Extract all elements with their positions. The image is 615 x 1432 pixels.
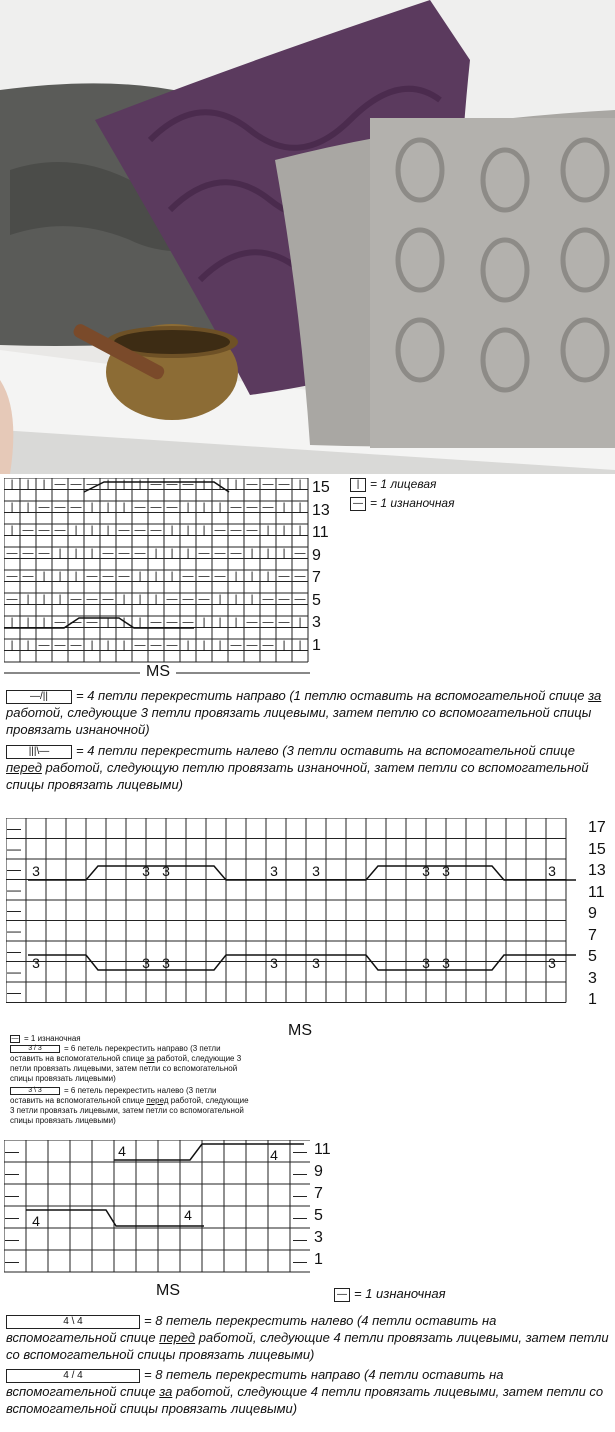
cross-left-8-symbol-icon: 4 \ 4 [6, 1315, 140, 1329]
stitch-symbol: — [5, 1253, 19, 1269]
knit-symbol-icon: | [350, 478, 366, 492]
stitch-symbol: | [10, 639, 14, 652]
stitch-symbol: — [166, 478, 178, 491]
stitch-symbol: — [182, 570, 194, 583]
row-number: 15 [312, 479, 330, 496]
stitch-symbol: — [7, 922, 21, 939]
stitch-symbol: — [214, 524, 226, 537]
stitch-symbol: | [170, 570, 174, 583]
stitch-symbol: — [166, 501, 178, 514]
stitch-symbol: | [26, 593, 30, 606]
stitch-symbol: | [26, 616, 30, 629]
stitch-symbol: | [42, 616, 46, 629]
stitch-symbol: — [86, 616, 98, 629]
cross-left-6-symbol-icon: 3 \ 3 [10, 1087, 60, 1095]
stitch-symbol: — [150, 501, 162, 514]
stitch-symbol: | [58, 570, 62, 583]
stitch-symbol: | [122, 616, 126, 629]
row-number: 13 [312, 501, 330, 519]
stitch-symbol: 3 [442, 863, 450, 879]
stitch-symbol: 3 [422, 955, 430, 971]
stitch-symbol: — [102, 570, 114, 583]
stitch-symbol: 3 [312, 955, 320, 971]
stitch-symbol: — [7, 861, 21, 877]
stitch-symbol: | [154, 570, 158, 583]
stitch-symbol: — [230, 639, 242, 652]
stitch-symbol: | [106, 639, 110, 652]
cross-right-8-symbol-icon: 4 / 4 [6, 1369, 140, 1383]
stitch-symbol: | [58, 593, 62, 606]
stitch-symbol: — [38, 639, 50, 652]
stitch-symbol: — [70, 478, 82, 491]
row-number: 17 [588, 819, 606, 836]
stitch-symbol: — [7, 963, 21, 980]
stitch-symbol: — [134, 524, 146, 537]
chart-3-grid [4, 1140, 310, 1274]
stitch-symbol: | [26, 478, 30, 491]
stitch-symbol: — [150, 639, 162, 652]
stitch-symbol: — [134, 547, 146, 560]
stitch-symbol: 3 [548, 863, 556, 879]
stitch-symbol: | [298, 524, 302, 537]
stitch-symbol: 3 [142, 863, 150, 879]
stitch-symbol: — [22, 524, 34, 537]
stitch-symbol: | [138, 616, 142, 629]
stitch-symbol: — [54, 616, 66, 629]
stitch-symbol: | [266, 570, 270, 583]
cross-left-4-symbol-icon: |||\— [6, 745, 72, 759]
stitch-symbol: | [282, 547, 286, 560]
stitch-symbol: | [218, 616, 222, 629]
row-number: 9 [314, 1163, 323, 1180]
stitch-symbol: | [202, 639, 206, 652]
stitch-symbol: — [198, 547, 210, 560]
row-number: 3 [588, 969, 597, 987]
stitch-symbol: | [154, 547, 158, 560]
stitch-symbol: — [118, 547, 130, 560]
stitch-symbol: | [90, 524, 94, 537]
stitch-symbol: | [90, 547, 94, 560]
stitch-symbol: — [6, 593, 18, 606]
chart-3-ms-label: MS [150, 1282, 186, 1300]
stitch-symbol: | [282, 639, 286, 652]
row-number: 11 [314, 1141, 331, 1158]
stitch-symbol: — [182, 593, 194, 606]
stitch-symbol: | [250, 570, 254, 583]
stitch-symbol: — [22, 570, 34, 583]
stitch-symbol: — [230, 524, 242, 537]
row-number: 3 [312, 614, 321, 631]
stitch-symbol: | [170, 547, 174, 560]
stitch-symbol: | [106, 478, 110, 491]
chart-2-legend: — = 1 изнаночная [11, 1034, 81, 1043]
stitch-symbol: — [262, 593, 274, 606]
row-number: 7 [314, 1185, 323, 1202]
stitch-symbol: | [234, 593, 238, 606]
stitch-symbol: — [134, 501, 146, 514]
stitch-symbol: | [218, 639, 222, 652]
stitch-symbol: | [186, 547, 190, 560]
cross-right-4-symbol-icon: —/|| [6, 690, 72, 704]
stitch-symbol: — [118, 524, 130, 537]
row-number: 9 [312, 546, 321, 564]
stitch-symbol: 3 [548, 955, 556, 971]
stitch-symbol: — [86, 593, 98, 606]
stitch-symbol: — [278, 570, 290, 583]
stitch-symbol: — [6, 547, 18, 560]
stitch-symbol: — [70, 501, 82, 514]
row-number: 5 [314, 1207, 323, 1224]
stitch-symbol: | [10, 616, 14, 629]
stitch-symbol: | [42, 478, 46, 491]
stitch-symbol: — [293, 1187, 307, 1203]
stitch-symbol: 3 [32, 955, 40, 971]
stitch-symbol: — [262, 501, 274, 514]
stitch-symbol: — [246, 639, 258, 652]
stitch-symbol: — [246, 524, 258, 537]
chart-1-note-left-cross: |||\— = 4 петли перекрестить налево (3 петли оставить на вспомогательной спице перед работой, следующую петлю провязать изнаночной, затем петли со вспомогательной спицы провязать лицевыми) [6, 743, 589, 792]
stitch-symbol: | [298, 639, 302, 652]
stitch-symbol: — [22, 547, 34, 560]
chart-2-note-left-cross: 3 \ 3 = 6 петель перекрестить налево (3 петли оставить на вспомогательной спице перед работой, следующие 3 петли провязать лицевыми, затем петли со вспомогательной спицы провязать лицевыми) [10, 1086, 249, 1125]
stitch-symbol: 4 [184, 1207, 192, 1223]
stitch-symbol: — [278, 478, 290, 491]
stitch-symbol: — [214, 547, 226, 560]
row-number: 15 [588, 840, 606, 858]
stitch-symbol: 3 [162, 863, 170, 879]
stitch-symbol: — [6, 570, 18, 583]
stitch-symbol: — [293, 1253, 307, 1269]
stitch-symbol: — [166, 593, 178, 606]
stitch-symbol: — [294, 593, 306, 606]
stitch-symbol: — [118, 570, 130, 583]
stitch-symbol: | [282, 501, 286, 514]
stitch-symbol: | [26, 501, 30, 514]
chart-1-legend-purl: — = 1 изнаночная [350, 496, 455, 511]
stitch-symbol: — [293, 1165, 307, 1181]
stitch-symbol: — [7, 902, 21, 918]
stitch-symbol: | [10, 478, 14, 491]
row-number: 5 [312, 591, 321, 609]
stitch-symbol: — [262, 616, 274, 629]
purl-symbol-icon: — [334, 1288, 350, 1302]
stitch-symbol: | [74, 570, 78, 583]
stitch-symbol: — [70, 616, 82, 629]
stitch-symbol: — [230, 547, 242, 560]
purl-symbol-icon: — [11, 1034, 19, 1042]
row-number: 13 [588, 862, 606, 879]
stitch-symbol: — [293, 1209, 307, 1225]
stitch-symbol: | [186, 639, 190, 652]
stitch-symbol: | [42, 593, 46, 606]
row-number: 11 [588, 883, 605, 901]
stitch-symbol: | [266, 524, 270, 537]
stitch-symbol: | [74, 524, 78, 537]
stitch-symbol: — [134, 639, 146, 652]
stitch-symbol: — [86, 478, 98, 491]
stitch-symbol: | [122, 501, 126, 514]
stitch-symbol: — [198, 593, 210, 606]
stitch-symbol: — [230, 501, 242, 514]
stitch-symbol: | [106, 524, 110, 537]
stitch-symbol: — [7, 984, 21, 1000]
stitch-symbol: — [70, 593, 82, 606]
stitch-symbol: — [38, 547, 50, 560]
row-number: 7 [312, 569, 321, 586]
stitch-symbol: 3 [422, 863, 430, 879]
cushions-photo [0, 0, 615, 474]
stitch-symbol: — [294, 570, 306, 583]
stitch-symbol: | [250, 593, 254, 606]
stitch-symbol: — [278, 593, 290, 606]
stitch-symbol: 4 [32, 1213, 40, 1229]
stitch-symbol: — [5, 1143, 19, 1159]
cross-right-6-symbol-icon: 3 / 3 [10, 1045, 60, 1053]
stitch-symbol: | [202, 501, 206, 514]
stitch-symbol: — [246, 616, 258, 629]
row-number: 5 [588, 948, 597, 965]
stitch-symbol: | [186, 501, 190, 514]
stitch-symbol: | [170, 524, 174, 537]
stitch-symbol: | [58, 547, 62, 560]
stitch-symbol: — [5, 1209, 19, 1225]
stitch-symbol: — [5, 1187, 19, 1203]
stitch-symbol: | [10, 524, 14, 537]
stitch-symbol: — [70, 639, 82, 652]
cable-line [28, 866, 576, 880]
stitch-symbol: — [182, 616, 194, 629]
row-number: 9 [588, 905, 597, 922]
stitch-symbol: | [122, 593, 126, 606]
stitch-symbol: — [294, 547, 306, 560]
chart-3-note-right-cross: 4 / 4 = 8 петель перекрестить направо (4 петли оставить на вспомогательной спице за работой, следующие 4 петли провязать лицевыми, затем петли со вспомогательной спицы провязать лицевыми) [6, 1367, 604, 1416]
stitch-symbol: — [102, 593, 114, 606]
chart-2-ms-label: MS [282, 1022, 318, 1040]
stitch-symbol: | [202, 616, 206, 629]
stitch-symbol: — [5, 1231, 19, 1247]
stitch-symbol: — [166, 639, 178, 652]
stitch-symbol: | [234, 478, 238, 491]
stitch-symbol: — [5, 1165, 19, 1181]
stitch-symbol: — [150, 524, 162, 537]
stitch-symbol: — [54, 524, 66, 537]
stitch-symbol: | [298, 501, 302, 514]
stitch-symbol: — [150, 478, 162, 491]
stitch-symbol: | [218, 593, 222, 606]
purl-symbol-icon: — [350, 497, 366, 511]
stitch-symbol: | [298, 616, 302, 629]
stitch-symbol: | [250, 547, 254, 560]
stitch-symbol: — [150, 616, 162, 629]
stitch-symbol: | [218, 501, 222, 514]
stitch-symbol: | [106, 501, 110, 514]
stitch-symbol: | [106, 616, 110, 629]
stitch-symbol: | [10, 501, 14, 514]
stitch-symbol: — [7, 820, 21, 836]
stitch-symbol: 3 [270, 863, 278, 879]
cable-line [26, 1210, 204, 1226]
stitch-symbol: | [90, 501, 94, 514]
stitch-symbol: | [154, 593, 158, 606]
chart-1-ms-label: MS [140, 663, 176, 681]
stitch-symbol: — [246, 501, 258, 514]
stitch-symbol: | [26, 639, 30, 652]
stitch-symbol: — [38, 501, 50, 514]
stitch-symbol: — [102, 547, 114, 560]
row-number: 1 [314, 1251, 323, 1268]
stitch-symbol: — [214, 570, 226, 583]
stitch-symbol: | [138, 570, 142, 583]
stitch-symbol: 3 [142, 955, 150, 971]
stitch-symbol: | [234, 616, 238, 629]
stitch-symbol: 3 [270, 955, 278, 971]
stitch-symbol: | [218, 478, 222, 491]
stitch-symbol: | [138, 478, 142, 491]
stitch-symbol: 4 [270, 1147, 278, 1163]
stitch-symbol: | [138, 593, 142, 606]
stitch-symbol: | [298, 478, 302, 491]
stitch-symbol: — [7, 943, 21, 959]
stitch-symbol: — [262, 478, 274, 491]
stitch-symbol: — [7, 881, 21, 898]
chart-2-grid [6, 818, 582, 1014]
row-number: 1 [588, 991, 597, 1008]
stitch-symbol: | [186, 524, 190, 537]
stitch-symbol: 3 [442, 955, 450, 971]
stitch-symbol: 4 [118, 1143, 126, 1159]
stitch-symbol: — [54, 501, 66, 514]
stitch-symbol: — [293, 1231, 307, 1247]
stitch-symbol: — [38, 524, 50, 537]
stitch-symbol: | [202, 478, 206, 491]
stitch-symbol: | [90, 639, 94, 652]
row-number: 7 [588, 926, 597, 944]
chart-1-legend-knit: | = 1 лицевая [350, 477, 436, 492]
stitch-symbol: — [278, 616, 290, 629]
chart-3-legend: — = 1 изнаночная [334, 1286, 446, 1302]
stitch-symbol: — [166, 616, 178, 629]
stitch-symbol: — [246, 478, 258, 491]
stitch-symbol: — [54, 478, 66, 491]
stitch-symbol: 3 [312, 863, 320, 879]
row-number: 3 [314, 1229, 323, 1246]
cable-line [28, 955, 576, 970]
stitch-symbol: — [54, 639, 66, 652]
stitch-symbol: 3 [32, 863, 40, 879]
stitch-symbol: | [42, 570, 46, 583]
chart-1-grid [4, 478, 310, 680]
stitch-symbol: | [234, 570, 238, 583]
row-number: 1 [312, 636, 321, 654]
chart-2-note-right-cross: 3 / 3 = 6 петель перекрестить направо (3 петли оставить на вспомогательной спице за работой, следующие 3 петли провязать лицевыми, затем петли со вспомогательной спицы провязать лицевыми) [10, 1044, 242, 1083]
chart-3-note-left-cross: 4 \ 4 = 8 петель перекрестить налево (4 петли оставить на вспомогательной спице перед работой, следующие 4 петли провязать лицевыми, затем петли со вспомогательной спицы провязать лицевыми) [6, 1313, 609, 1362]
stitch-symbol: — [262, 639, 274, 652]
row-number: 11 [312, 524, 329, 541]
stitch-symbol: — [293, 1143, 307, 1159]
stitch-symbol: — [182, 478, 194, 491]
stitch-symbol: — [198, 570, 210, 583]
cable-line [4, 618, 194, 628]
stitch-symbol: | [74, 547, 78, 560]
stitch-symbol: 3 [162, 955, 170, 971]
stitch-symbol: | [282, 524, 286, 537]
stitch-symbol: | [202, 524, 206, 537]
stitch-symbol: | [266, 547, 270, 560]
chart-1-note-right-cross: —/|| = 4 петли перекрестить направо (1 петлю оставить на вспомогательной спице за работой, следующие 3 петли провязать лицевыми, затем петлю со вспомогательной спицы провязать изнаночной) [6, 688, 602, 737]
stitch-symbol: — [86, 570, 98, 583]
stitch-symbol: | [122, 478, 126, 491]
stitch-symbol: | [122, 639, 126, 652]
stitch-symbol: — [7, 840, 21, 857]
